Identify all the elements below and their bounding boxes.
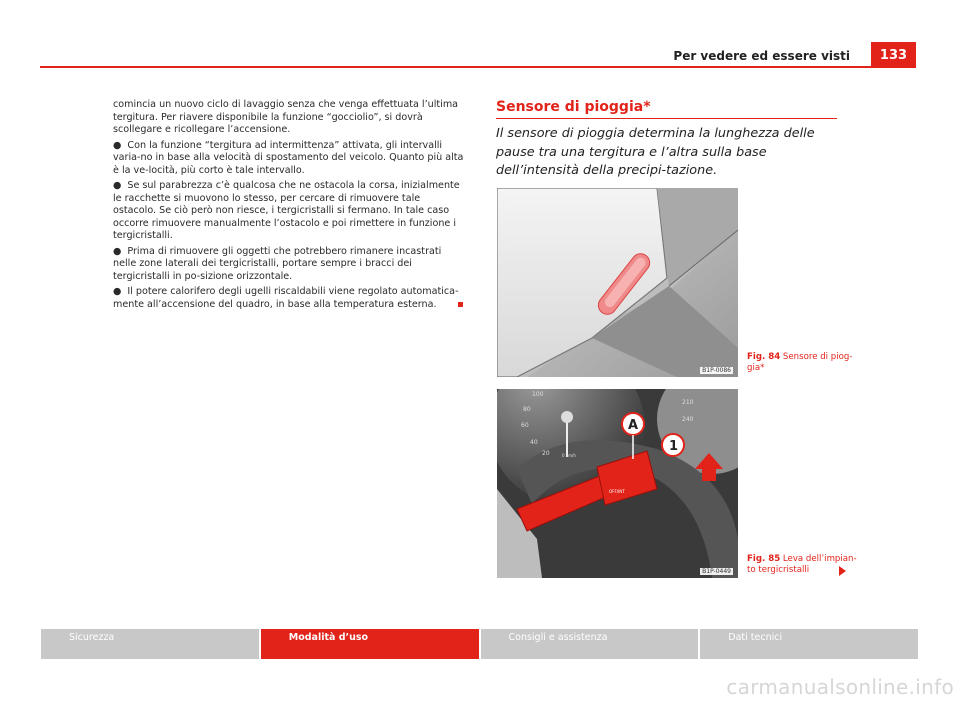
- section-title: Sensore di pioggia*: [496, 99, 651, 115]
- bullet-text: Prima di rimuovere gli oggetti che potrebbero rimanere incastrati nelle zone laterali dei tergicristalli, portare sempre i bracci dei tergicristalli in po-sizione orizzontale.: [113, 245, 442, 282]
- bullet-icon: ●: [113, 180, 122, 191]
- figure-wiper-stalk: [497, 389, 738, 578]
- figure-rain-sensor: [497, 188, 738, 377]
- svg-text:A: A: [628, 418, 639, 433]
- page-number: 133: [871, 42, 916, 68]
- gauge-label: 240: [682, 416, 694, 423]
- gauge-label: 80: [523, 406, 531, 413]
- bullet-item: [113, 180, 465, 243]
- continue-arrow-icon: [839, 566, 846, 576]
- header-title: Per vedere ed essere visti: [673, 49, 850, 63]
- footer-tab-dati-tecnici[interactable]: Dati tecnici: [700, 629, 918, 659]
- bullet-item: [113, 140, 465, 178]
- footer-tab-modalita-duso[interactable]: Modalità d’uso: [261, 629, 479, 659]
- bullet-icon: ●: [113, 139, 122, 151]
- svg-text:1: 1: [669, 439, 679, 454]
- header-rule: [40, 66, 916, 68]
- left-column: [113, 99, 465, 314]
- caption-text: Sensore di piog-gia*: [747, 352, 853, 373]
- bullet-text: Se sul parabrezza c’è qualcosa che ne ostacola la corsa, inizialmente le racchette si muovono lo stesso, per cercare di rimuovere tale ostacolo. Se ciò però non riesce, i tergicristalli si fermano. In tale caso occorre rimuovere manualmente l’ostacolo e poi rimettere in funzione i tergicristalli.: [113, 180, 460, 241]
- rain-sensor-illustration: [497, 188, 738, 377]
- paragraph: comincia un nuovo ciclo di lavaggio senza che venga effettuata l’ultima tergitura. Per riavere disponibile la funzione “gocciolio”, si dovrà scollegare e ricollegare l’accensione.: [113, 99, 459, 135]
- figure-code: B1P-0086: [702, 367, 731, 374]
- figure-code: B1P-0449: [702, 568, 731, 575]
- bullet-item: [113, 286, 465, 311]
- section-intro: Il sensore di pioggia determina la lunghezza delle pause tra una tergitura e l’altra sulla base dell’intensità della precipi-tazione.: [496, 126, 815, 178]
- caption-number: Fig. 85: [747, 554, 781, 564]
- footer-tab-consigli[interactable]: Consigli e assistenza: [481, 629, 699, 659]
- section-rule: [496, 118, 837, 119]
- bullet-icon: ●: [113, 245, 122, 257]
- footer-tab-sicurezza[interactable]: Sicurezza: [41, 629, 259, 659]
- watermark: carmanualsonline.info: [726, 675, 954, 699]
- caption-number: Fig. 84: [747, 352, 781, 362]
- end-of-section-mark: [458, 302, 463, 307]
- caption-text: Leva dell’impian-to tergicristalli: [747, 554, 857, 575]
- gauge-label: 20: [542, 450, 550, 457]
- gauge-label: 100: [532, 391, 544, 398]
- bullet-icon: ●: [113, 286, 122, 297]
- gauge-label: 210: [682, 399, 694, 406]
- bullet-text: Il potere calorifero degli ugelli riscaldabili viene regolato automatica-mente all’accensione del quadro, in base alla temperatura esterna.: [113, 286, 459, 310]
- gauge-label: 60: [521, 422, 529, 429]
- footer-nav: [41, 629, 918, 659]
- gauge-label: 0 km/h: [562, 453, 576, 458]
- gauge-label: 40: [530, 439, 538, 446]
- bullet-item: [113, 246, 465, 284]
- stalk-label: OFF/INT: [609, 489, 625, 494]
- figure-caption: [747, 352, 857, 373]
- wiper-stalk-illustration: [497, 389, 738, 578]
- bullet-text: Con la funzione “tergitura ad intermittenza” attivata, gli intervalli varia-no in base alla velocità di spostamento del veicolo. Quanto più alta è la ve-locità, più corto è tale intervallo.: [113, 139, 464, 176]
